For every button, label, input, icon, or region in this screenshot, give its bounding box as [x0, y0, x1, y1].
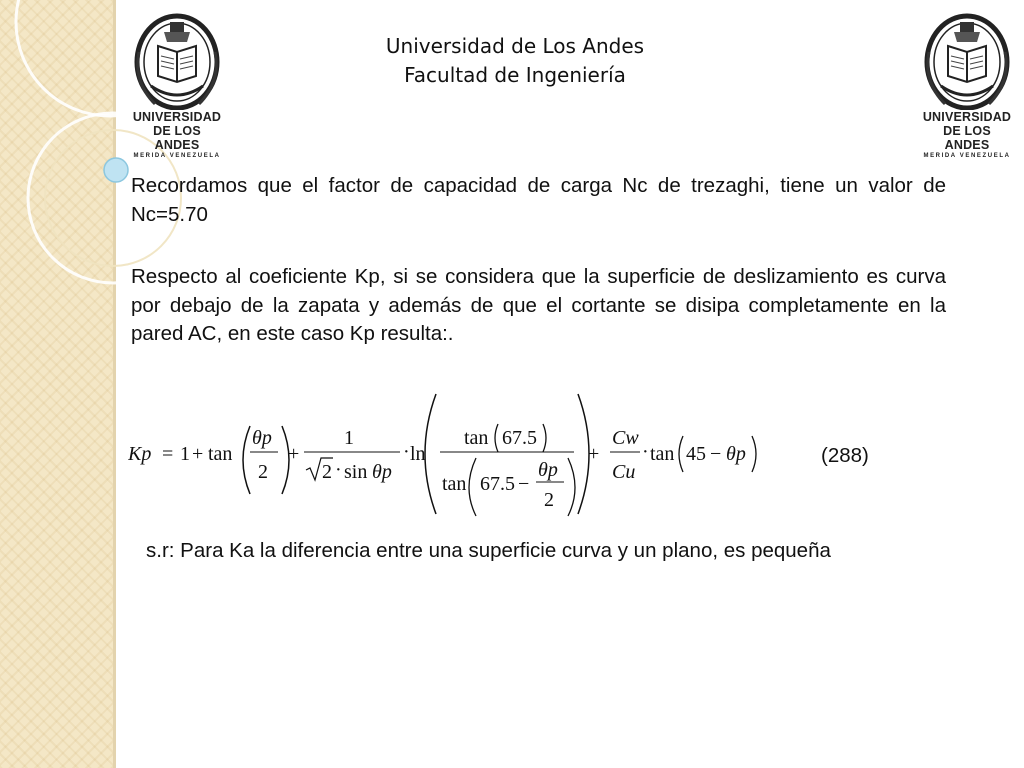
formula-sqrt-two: 2 [322, 461, 332, 483]
formula-tan-4: tan [650, 443, 675, 465]
crest-icon [921, 12, 1013, 110]
logo-line-2: DE LOS ANDES [943, 124, 991, 152]
formula-theta-2: θp [372, 461, 392, 483]
formula-sin: sin [344, 461, 368, 483]
formula-ln: ln [410, 443, 426, 465]
logo-line-1: UNIVERSIDAD [132, 110, 222, 124]
slide-header [300, 32, 730, 90]
formula-theta-3: θp [538, 459, 558, 481]
logo-line-3: MERIDA VENEZUELA [923, 153, 1011, 159]
logo-line-1: UNIVERSIDAD [922, 110, 1012, 124]
university-logo-right [921, 12, 1013, 159]
formula-dot-1: · [335, 459, 342, 481]
formula-tan-2: tan [464, 427, 489, 449]
bullet-dot [104, 158, 128, 182]
kp-formula [128, 390, 778, 520]
paragraph-nc-factor: Recordamos que el factor de capacidad de carga Nc de trezaghi, tiene un valor de Nc=5.70 [131, 174, 946, 226]
formula-plus-3: + [588, 443, 600, 465]
formula-theta-1: θp [252, 427, 272, 449]
formula-theta-4: θp [726, 443, 746, 465]
formula-eq: = [162, 443, 174, 465]
formula-45: 45 [686, 443, 706, 465]
logo-line-2: DE LOS ANDES [153, 124, 201, 152]
formula-dot-3: · [642, 441, 649, 463]
formula-plus-1: + [192, 443, 204, 465]
formula-angle-1: 67.5 [502, 427, 537, 449]
formula-plus-2: + [288, 443, 300, 465]
paragraph-kp-description: Respecto al coeficiente Kp, si se considera que la superficie de deslizamiento es curva por debajo de la zapata y además de que el cortante se disipa completamente en la pared AC, en este caso Kp resulta:. [131, 265, 946, 345]
formula-two-2: 2 [544, 489, 554, 511]
formula-numer-one: 1 [344, 427, 354, 449]
crest-icon [131, 12, 223, 110]
formula-angle-2: 67.5 [480, 473, 515, 495]
formula-minus-2: − [710, 443, 722, 465]
formula-tan-1: tan [208, 443, 233, 465]
formula-one: 1 [180, 443, 190, 465]
header-faculty: Facultad de Ingeniería [404, 63, 626, 87]
university-logo-left [131, 12, 223, 159]
formula-minus-1: − [518, 473, 530, 495]
note-ka: s.r: Para Ka la diferencia entre una superficie curva y un plano, es pequeña [146, 539, 831, 562]
equation-number: (288) [821, 444, 869, 467]
formula-dot-2: · [403, 441, 410, 463]
logo-line-3: MERIDA VENEZUELA [133, 153, 221, 159]
formula-cw: Cw [612, 427, 639, 449]
formula-two-1: 2 [258, 461, 268, 483]
formula-lhs: Kp [128, 443, 152, 465]
header-university: Universidad de Los Andes [385, 34, 645, 58]
formula-cu: Cu [612, 461, 636, 483]
formula-tan-3: tan [442, 473, 467, 495]
